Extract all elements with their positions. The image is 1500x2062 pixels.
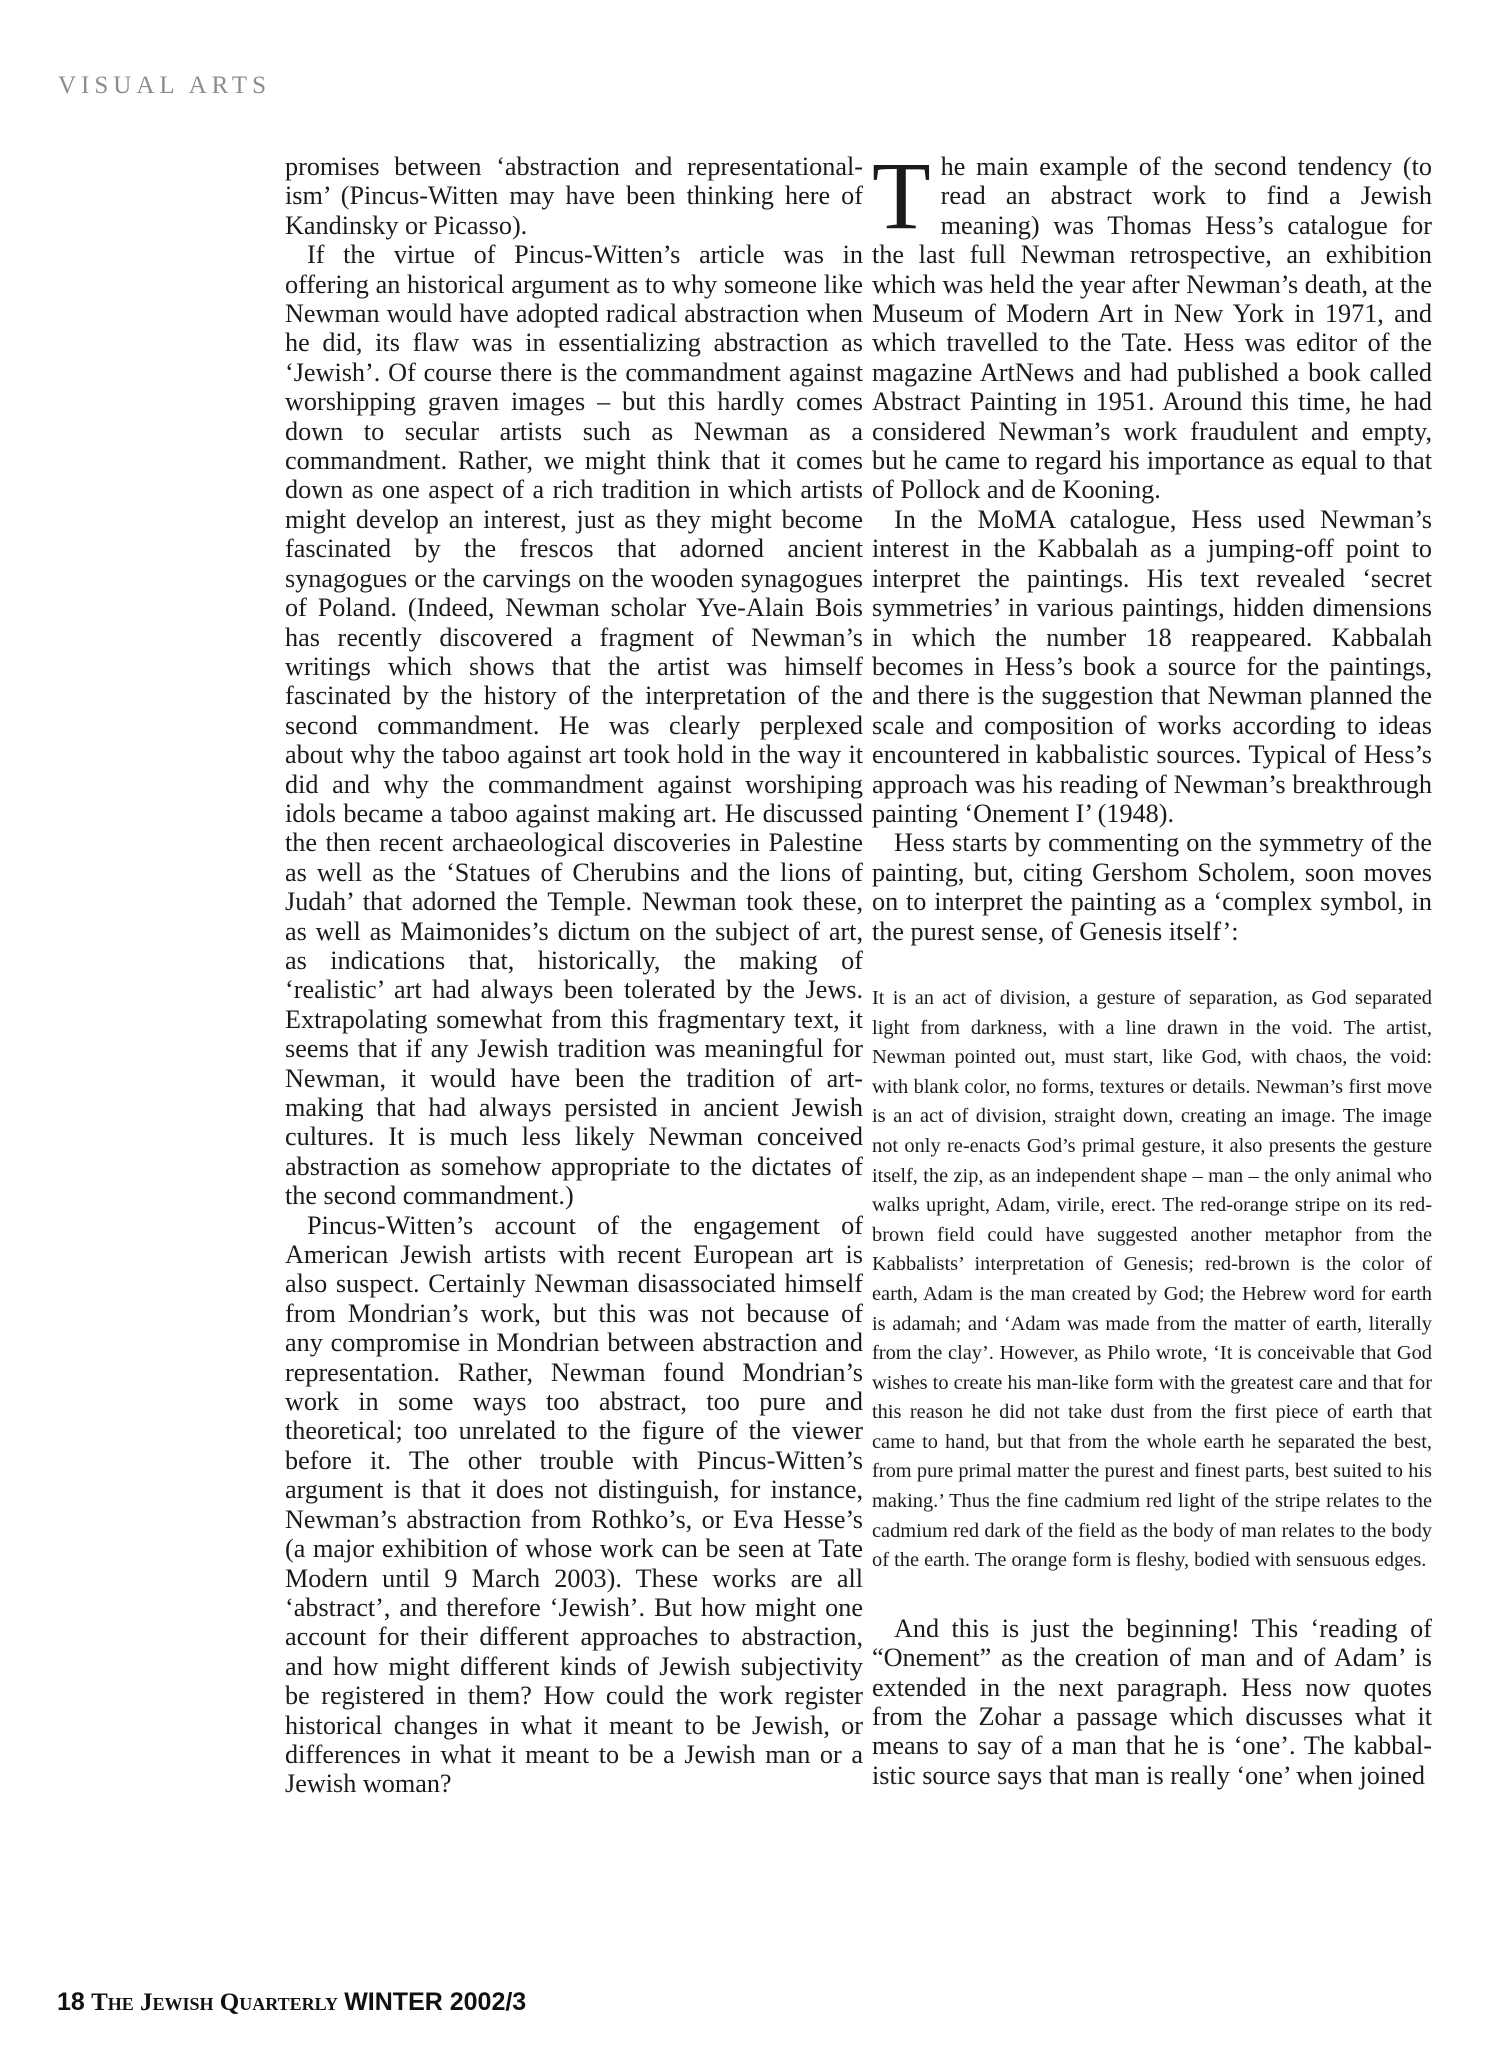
page-number: 18 [57, 1988, 85, 2016]
drop-cap: T [872, 142, 931, 249]
opening-paragraph [872, 142, 1432, 505]
publication-title: The Jewish Quarterly [91, 1989, 338, 2016]
left-column [285, 152, 863, 1799]
body-paragraph: Hess starts by commenting on the symmetry of the painting, but, citing Gershom Scholem, soon moves on to interpret the painting as a ‘complex symbol, in the purest sense, of Genesis itself’: [872, 828, 1432, 946]
body-paragraph: And this is just the beginning! This ‘reading of “Onement” as the creation of man and of Adam’ is extended in the next paragraph. Hess now quotes from the Zohar a passage which discusses what it means to say of a man that he is ‘one’. The kabbalistic source says that man is really ‘one’ when joined [872, 1613, 1432, 1790]
block-quote [872, 984, 1432, 1576]
page-footer [57, 1988, 526, 2017]
opening-paragraph-text: he main example of the second tendency (to read an abstract work to find a Jewish meaning) was Thomas Hess’s catalogue for the last full Newman retrospective, an exhibition which was held the year after Newman’s death, at the Museum of Modern Art in New York in 1971, and which travelled to the Tate. Hess was editor of the magazine ArtNews and had published a book called Abstract Painting in 1951. Around this time, he had considered Newman’s work fraudulent and empty, but he came to regard his importance as equal to that of Pollock and de Kooning. [872, 152, 1432, 505]
body-paragraph: If the virtue of Pincus-Witten’s article was in offering an historical argument as to why someone like Newman would have adopted radical abstraction when he did, its flaw was in essentializing abstraction as ‘Jewish’. Of course there is the commandment against worshipping graven images – but this hardly comes down to secular artists such as Newman as a commandment. Rather, we might think that it comes down as one aspect of a rich tradition in which artists might develop an interest, just as they might become fascinated by the frescos that adorned ancient synagogues or the carvings on the wooden synagogues of Poland. (Indeed, Newman scholar Yve-Alain Bois has recently discovered a fragment of Newman’s writings which shows that the artist was himself fascinated by the history of the interpretation of the second commandment. He was clearly perplexed about why the taboo against art took hold in the way it did and why the commandment against worshiping idols became a taboo against making art. He discussed the then recent archaeological discoveries in Palestine as well as the ‘Statues of Cherubins and the lions of Judah’ that adorned the Temple. Newman took these, as well as Maimonides’s dictum on the subject of art, as indications that, historically, the making of ‘realistic’ art had always been tolerated by the Jews. Extrapolating somewhat from this fragmentary text, it seems that if any Jewish tradition was meaningful for Newman, it would have been the tradition of art-making that had always persisted in ancient Jewish cultures. It is much less likely Newman conceived abstraction as somehow appropriate to the dictates of the second commandment.) [285, 240, 863, 1211]
body-paragraph: In the MoMA catalogue, Hess used Newman’s interest in the Kabbalah as a jumping-off point to interpret the paintings. His text revealed ‘secret symmetries’ in various paintings, hidden dimensions in which the number 18 reappeared. Kabbalah becomes in Hess’s book a source for the paintings, and there is the suggestion that Newman planned the scale and composition of works according to ideas encountered in kabbalistic sources. Typical of Hess’s approach was his reading of Newman’s breakthrough painting ‘Onement I’ (1948). [872, 504, 1432, 828]
right-column [872, 142, 1432, 1790]
block-quote-text: It is an act of division, a gesture of separation, as God separated light from darkness, with a line drawn in the void. The artist, Newman pointed out, must start, like God, with chaos, the void: with blank color, no forms, textures or details. Newman’s first move is an act of division, straight down, creating an image. The image not only re-enacts God’s primal gesture, it also presents the gesture itself, the zip, as an independent shape – man – the only animal who walks upright, Adam, virile, erect. The red-orange stripe on its red-brown field could have suggested another metaphor from the Kabbalists’ interpretation of Genesis; red-brown is the color of earth, Adam is the man created by God; the Hebrew word for earth is adamah; and ‘Adam was made from the matter of earth, literally from the clay’. However, as Philo wrote, ‘It is conceivable that God wishes to create his man-like form with the greatest care and that for this reason he did not take dust from the first piece of earth that came to hand, but that from the whole earth he separated the best, from pure primal matter the purest and finest parts, best suited to his making.’ Thus the fine cadmium red light of the stripe relates to the cadmium red dark of the field as the body of man relates to the body of the earth. The orange form is fleshy, bodied with sensuous edges. [872, 986, 1432, 1572]
section-label: VISUAL ARTS [58, 72, 272, 99]
issue-label: WINTER 2002/3 [344, 1988, 527, 2016]
body-paragraph: Pincus-Witten’s account of the engagement of American Jewish artists with recent European art is also suspect. Certainly Newman disassociated himself from Mondrian’s work, but this was not because of any compromise in Mondrian between abstraction and representation. Rather, Newman found Mondrian’s work in some ways too abstract, too pure and theoretical; too unrelated to the figure of the viewer before it. The other trouble with Pincus-Witten’s argument is that it does not distinguish, for instance, Newman’s abstraction from Rothko’s, or Eva Hesse’s (a major exhibition of whose work can be seen at Tate Modern until 9 March 2003). These works are all ‘abstract’, and therefore ‘Jewish’. But how might one account for their different approaches to abstraction, and how might different kinds of Jewish subjectivity be registered in them? How could the work register historical changes in what it meant to be Jewish, or differences in what it meant to be a Jewish man or a Jewish woman? [285, 1210, 863, 1799]
body-paragraph: promises between ‘abstraction and representationalism’ (Pincus-Witten may have been thinking here of Kandinsky or Picasso). [285, 152, 863, 240]
